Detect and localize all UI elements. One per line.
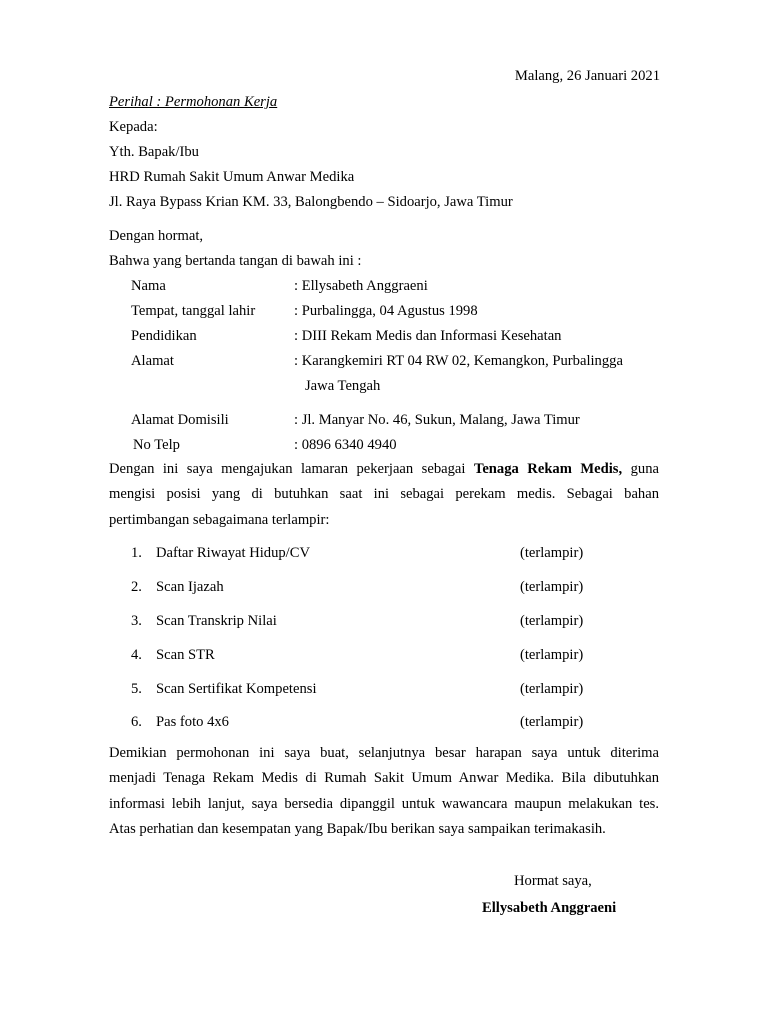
bio-value-name: : Ellysabeth Anggraeni <box>294 278 428 294</box>
application-line-3: pertimbangan sebagaimana terlampir: <box>109 511 330 528</box>
bio-label-birth: Tempat, tanggal lahir <box>131 303 256 319</box>
intro-text: Bahwa yang bertanda tangan di bawah ini : <box>109 253 362 269</box>
greeting: Dengan hormat, <box>109 228 204 244</box>
attachment-status: (terlampir) <box>520 681 584 697</box>
closing-paragraph <box>109 741 659 843</box>
bio-label-phone: No Telp <box>133 437 180 453</box>
bio-label-domicile: Alamat Domisili <box>131 412 229 428</box>
attachment-name: Scan STR <box>156 647 215 663</box>
letter-subject: Perihal : Permohonan Kerja <box>109 94 278 110</box>
closing-line: Demikian permohonan ini saya buat, selanjutnya besar harapan saya untuk diterima <box>109 745 659 761</box>
attachment-status: (terlampir) <box>520 647 584 663</box>
bio-value-domicile: : Jl. Manyar No. 46, Sukun, Malang, Jawa Timur <box>294 412 580 428</box>
signer-name: Ellysabeth Anggraeni <box>482 900 617 916</box>
closing-line: informasi lebih lanjut, saya bersedia dipanggil untuk wawancara maupun melakukan tes. <box>109 795 659 812</box>
bio-label-name: Nama <box>131 278 166 294</box>
application-line-1 <box>109 457 659 482</box>
attachment-number: 5. <box>131 681 142 697</box>
bio-label-address: Alamat <box>131 353 174 369</box>
attachment-status: (terlampir) <box>520 714 584 730</box>
closing-salutation: Hormat saya, <box>514 873 592 889</box>
bio-value-education: : DIII Rekam Medis dan Informasi Kesehatan <box>294 328 562 344</box>
attachment-name: Scan Transkrip Nilai <box>156 613 277 629</box>
bio-value-birth: : Purbalingga, 04 Agustus 1998 <box>294 303 478 319</box>
recipient-address: Jl. Raya Bypass Krian KM. 33, Balongbendo – Sidoarjo, Jawa Timur <box>109 194 513 210</box>
attachment-name: Pas foto 4x6 <box>156 714 229 730</box>
position-title: Tenaga Rekam Medis, <box>473 461 623 477</box>
recipient-salutation: Yth. Bapak/Ibu <box>109 144 199 160</box>
application-line-1-end: guna <box>622 461 659 477</box>
attachment-number: 4. <box>131 647 142 663</box>
application-line-2: mengisi posisi yang di butuhkan saat ini sebagai perekam medis. Sebagai bahan <box>109 486 659 503</box>
attachment-name: Daftar Riwayat Hidup/CV <box>156 545 311 561</box>
attachment-name: Scan Ijazah <box>156 579 224 595</box>
bio-value-phone: : 0896 6340 4940 <box>294 437 397 453</box>
bio-value-address: : Karangkemiri RT 04 RW 02, Kemangkon, Purbalingga <box>294 353 623 369</box>
attachment-status: (terlampir) <box>520 613 584 629</box>
attachment-number: 3. <box>131 613 142 629</box>
place-date: Malang, 26 Januari 2021 <box>514 68 660 84</box>
attachment-status: (terlampir) <box>520 545 584 561</box>
attachment-number: 6. <box>131 714 142 730</box>
attachment-number: 1. <box>131 545 142 561</box>
closing-line: Atas perhatian dan kesempatan yang Bapak/Ibu berikan saya sampaikan terimakasih. <box>109 821 606 838</box>
recipient-organization: HRD Rumah Sakit Umum Anwar Medika <box>109 169 355 185</box>
closing-line: menjadi Tenaga Rekam Medis di Rumah Sakit Umum Anwar Medika. Bila dibutuhkan <box>109 770 659 787</box>
application-paragraph <box>109 457 659 533</box>
attachment-number: 2. <box>131 579 142 595</box>
attachment-name: Scan Sertifikat Kompetensi <box>156 681 317 697</box>
bio-value-address-cont: Jawa Tengah <box>305 378 381 394</box>
to-label: Kepada: <box>109 119 158 135</box>
application-line-1-start: Dengan ini saya mengajukan lamaran pekerjaan sebagai <box>109 461 474 477</box>
attachment-status: (terlampir) <box>520 579 584 595</box>
bio-label-education: Pendidikan <box>131 328 197 344</box>
